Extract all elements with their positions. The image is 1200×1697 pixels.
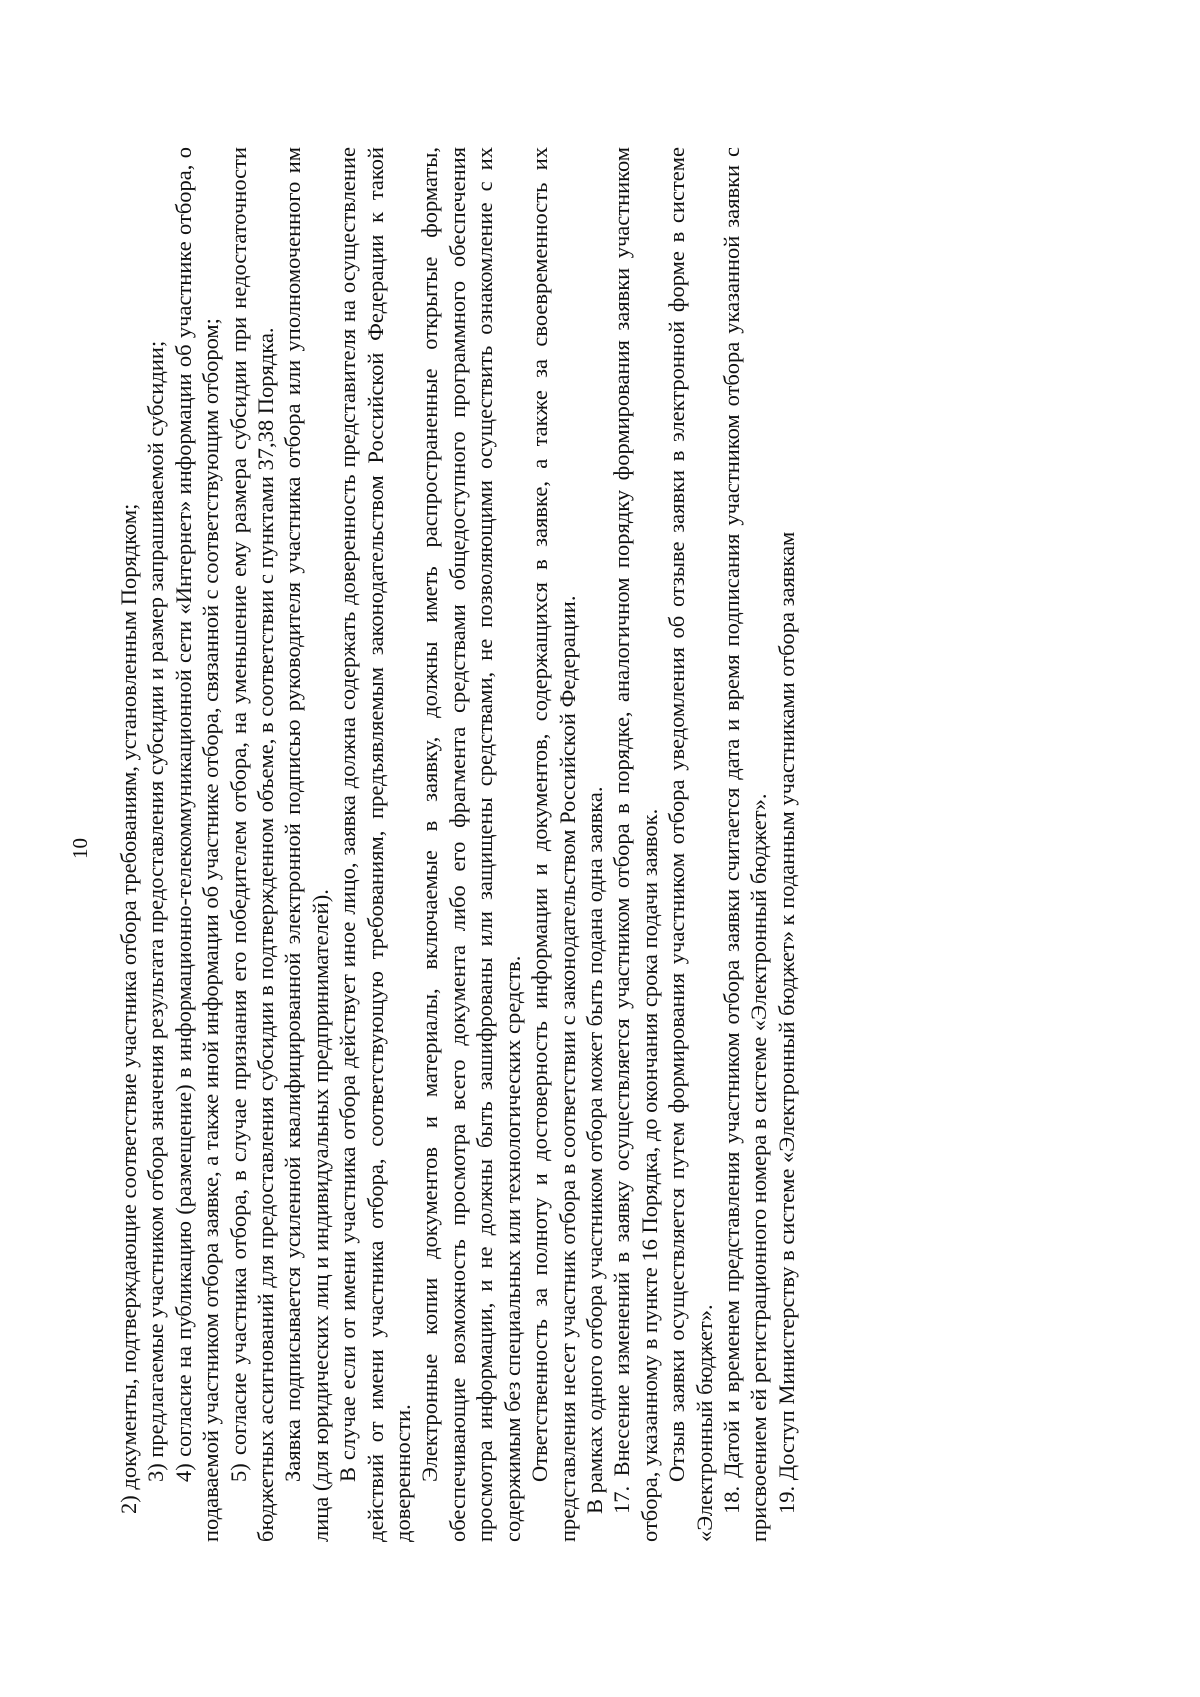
paragraph: 5) согласие участника отбора, в случае признания его победителем отбора, на уменьшение ему размера субсидии при недостаточности бюджетных ассигнований для предоставления субсидии в подтвержденном объеме, в соответствии с пунктами 37,38 Порядка. (225, 147, 279, 1542)
paragraph: В случае если от имени участника отбора действует иное лицо, заявка должна содержать доверенность представителя на осуществление действий от имени участника отбора, соответствующую требованиям, предъявляемым законодательством Российской Федерации к такой доверенности. (335, 147, 416, 1542)
paragraph: 17. Внесение изменений в заявку осуществляется участником отбора в порядке, аналогичном порядку формирования заявки участником отбора, указанному в пункте 16 Порядка, до окончания срока подачи заявок. (609, 147, 662, 1542)
paragraph: 19. Доступ Министерству в системе «Электронный бюджет» к поданным участниками отбора заявкам (773, 531, 799, 1514)
paragraph: 4) согласие на публикацию (размещение) в информационно-телекоммуникационной сети «Интернет» информации об участнике отбора, о подаваемой участником отбора заявке, а также иной информации об участнике отбора, связанной с соответствующим отбором; (170, 147, 224, 1542)
paragraph: Электронные копии документов и материалы, включаемые в заявку, должны иметь распространенные открытые форматы, обеспечивающие возможность просмотра всего документа либо его фрагмента средствами общедоступного программного обеспечения просмотра информации, и не должны быть зашифрованы или защищены средствами, не позволяющими осуществить ознакомление с их содержимым без специальных или технологических средств. (417, 147, 525, 1542)
paragraph: Ответственность за полноту и достоверность информации и документов, содержащихся в заявке, а также за своевременность их представления несет участник отбора в соответствии с законодательством Российской Федерации. (527, 147, 580, 1542)
paragraph: 18. Датой и временем представления участником отбора заявки считается дата и время подписания участником отбора указанной заявки с присвоением ей регистрационного номера в системе «Электронный бюджет». (718, 147, 772, 1542)
paragraph: Отзыв заявки осуществляется путем формирования участником отбора уведомления об отзыве заявки в электронной форме в системе «Электронный бюджет». (664, 147, 717, 1542)
paragraph: 2) документы, подтверждающие соответствие участника отбора требованиям, установленным Порядком; (116, 503, 141, 1514)
paragraph: Заявка подписывается усиленной квалифицированной электронной подписью руководителя участника отбора или уполномоченного им лица (для юридических лиц и индивидуальных предпринимателей). (280, 147, 333, 1542)
document-body (115, 147, 800, 1542)
page-number: 10 (68, 838, 92, 859)
paragraph: В рамках одного отбора участником отбора может быть подана одна заявка. (581, 786, 607, 1514)
paragraph: 3) предлагаемые участником отбора значения результата предоставления субсидии и размер запрашиваемой субсидии; (143, 340, 169, 1482)
